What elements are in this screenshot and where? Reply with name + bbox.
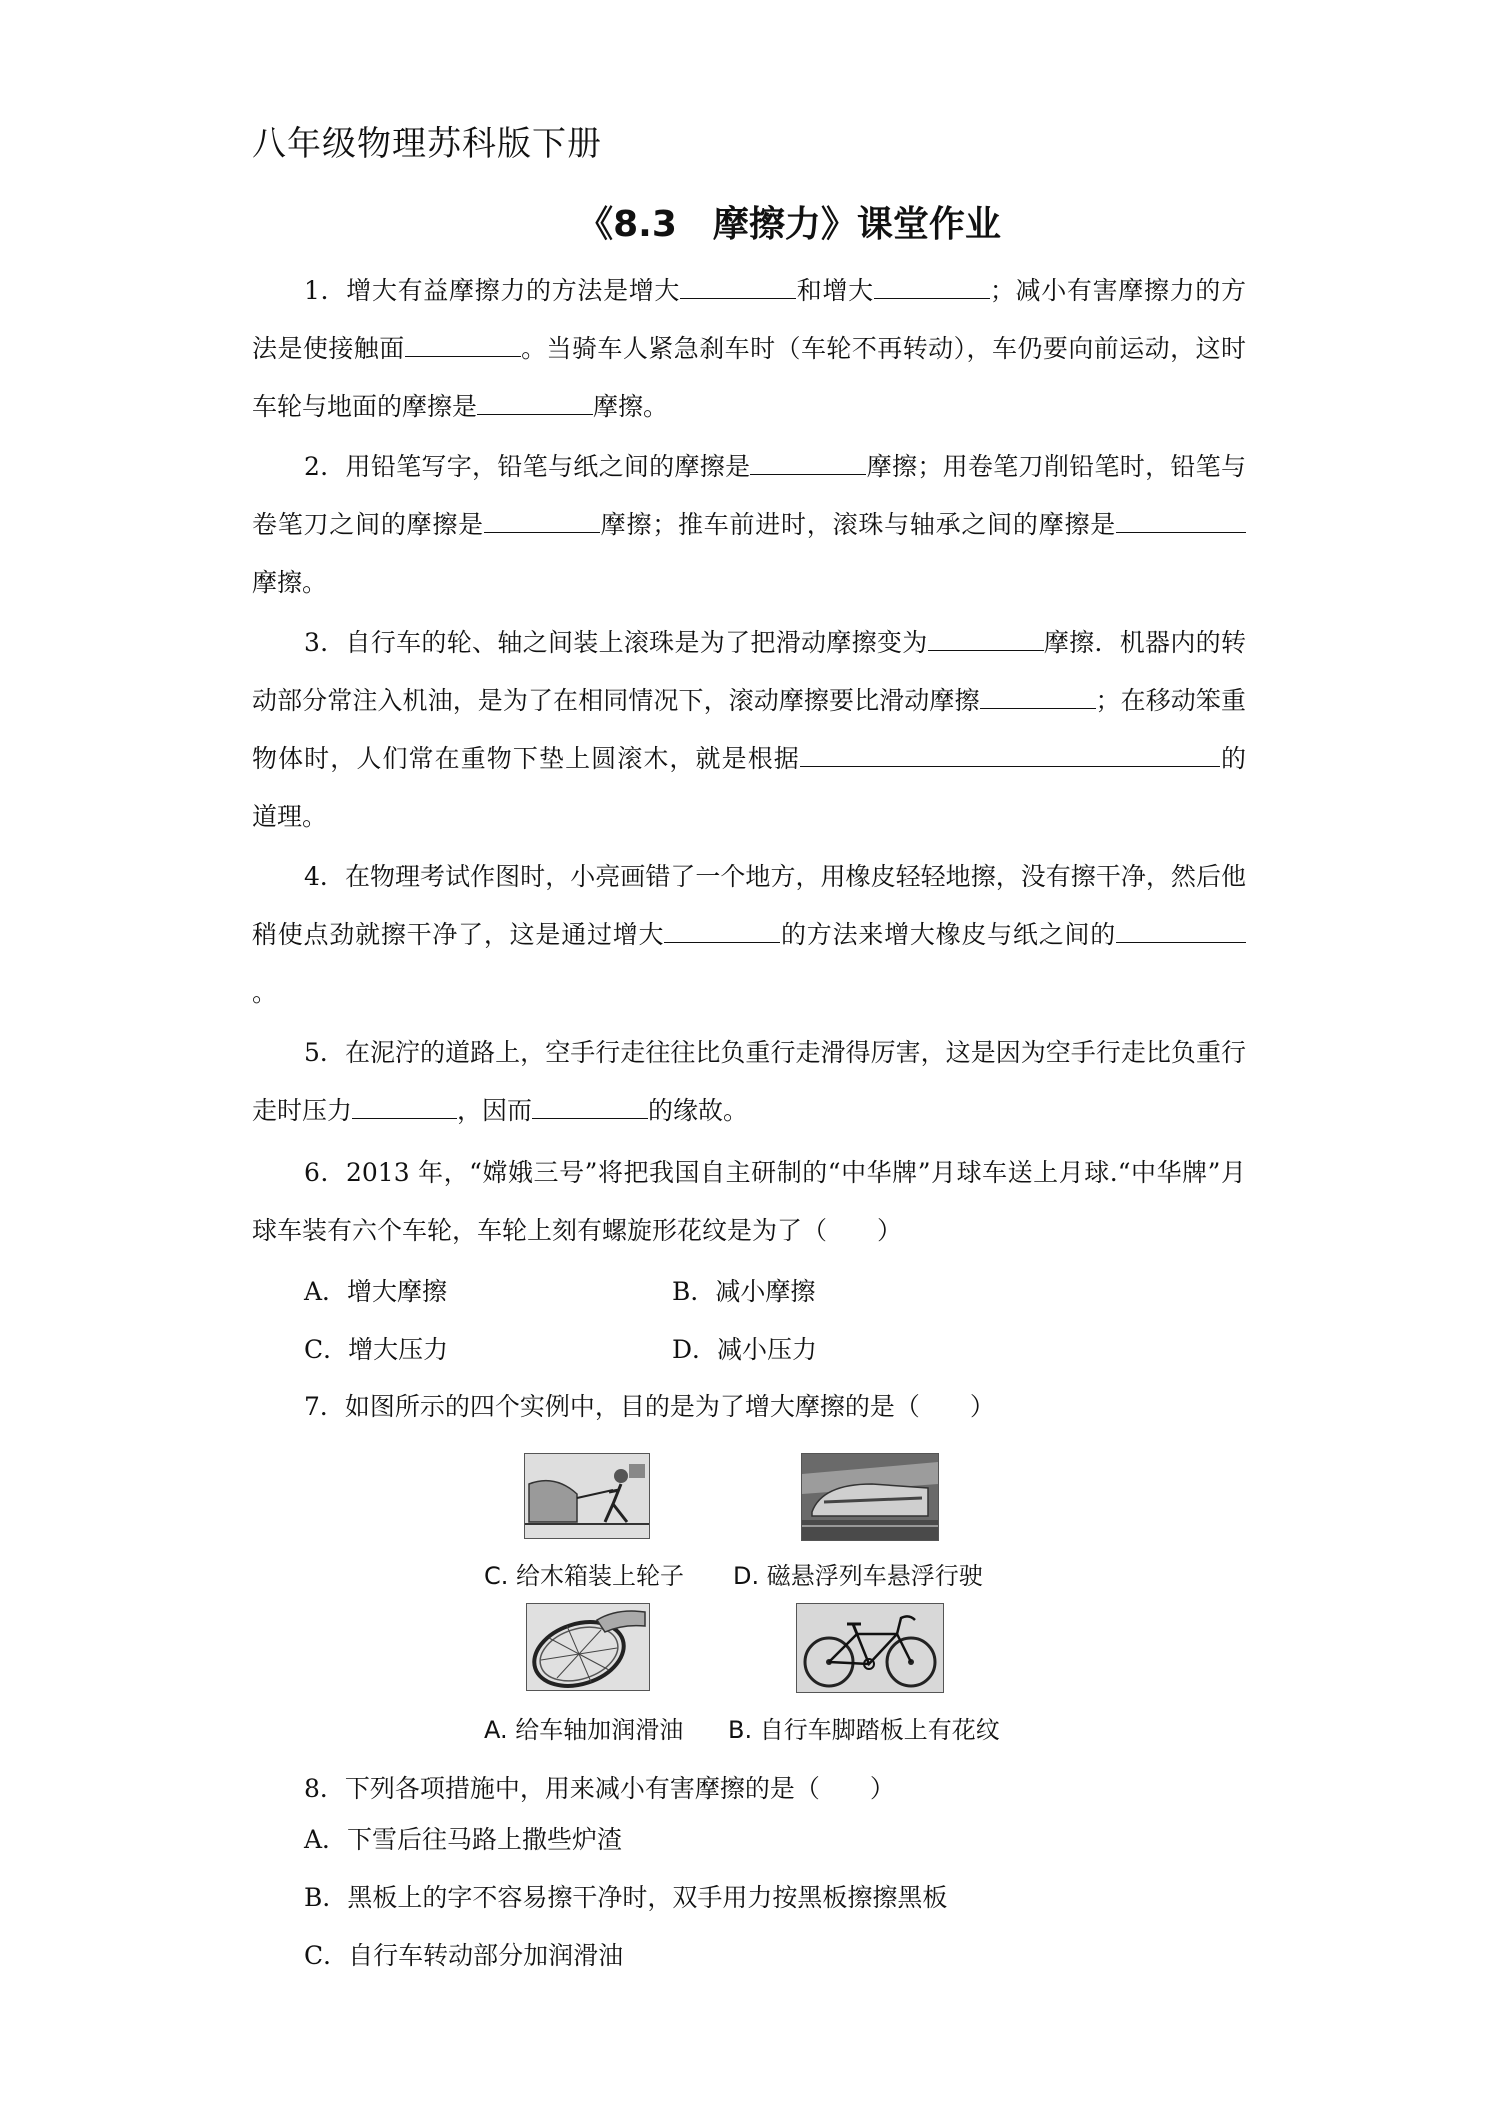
q4-blank-2[interactable] — [1116, 920, 1246, 943]
question-6 — [252, 1144, 1246, 1260]
figure-b-bicycle — [796, 1603, 944, 1693]
q6-option-c[interactable]: C．增大压力 — [304, 1335, 449, 1364]
question-8 — [252, 1760, 1246, 1818]
q2-blank-2[interactable] — [484, 510, 600, 533]
q2-blank-3[interactable] — [1116, 510, 1246, 533]
q2-text-2: 摩擦；用卷笔刀削铅笔时，铅笔与卷笔刀之间的摩擦是 — [252, 452, 1246, 539]
q6-options-row-2 — [304, 1330, 1040, 1370]
q1-text-1: 1．增大有益摩擦力的方法是增大 — [304, 276, 681, 305]
figure-b-caption: B. 自行车脚踏板上有花纹 — [728, 1716, 1000, 1744]
q7-stem: 7．如图所示的四个实例中，目的是为了增大摩擦的是（ ） — [304, 1392, 995, 1421]
figure-c-caption: C. 给木箱装上轮子 — [484, 1562, 685, 1590]
page-title: 《8.3 摩擦力》课堂作业 — [577, 204, 1001, 245]
figure-a-axle-oil — [526, 1603, 650, 1691]
q3-text-3: ；在移动笨重物体时，人们常在重物下垫上圆滚木，就是根据 — [252, 686, 1246, 773]
q3-text-4: 的道理。 — [252, 744, 1246, 831]
q4-text-3: 。 — [252, 978, 278, 1007]
question-7 — [252, 1378, 1246, 1436]
q5-blank-1[interactable] — [352, 1096, 457, 1119]
q5-text-2: ，因而 — [457, 1096, 533, 1125]
q1-blank-2[interactable] — [874, 276, 990, 299]
q8-option-b[interactable]: B．黑板上的字不容易擦干净时，双手用力按黑板擦擦黑板 — [304, 1883, 948, 1912]
q1-blank-1[interactable] — [680, 276, 796, 299]
q3-blank-1[interactable] — [928, 628, 1044, 651]
q4-blank-1[interactable] — [664, 920, 780, 943]
q2-text-1: 2．用铅笔写字，铅笔与纸之间的摩擦是 — [304, 452, 751, 481]
q6-option-d[interactable]: D．减小压力 — [672, 1335, 818, 1364]
q1-blank-4[interactable] — [477, 392, 593, 415]
q4-text-2: 的方法来增大橡皮与纸之间的 — [780, 920, 1116, 949]
q1-text-4: 。当骑车人紧急刹车时（车轮不再转动），车仍要向前运动，这时车轮与地面的摩擦是 — [252, 334, 1246, 421]
q2-text-4: 摩擦。 — [252, 568, 328, 597]
q3-text-2: 摩擦．机器内的转动部分常注入机油，是为了在相同情况下，滚动摩擦要比滑动摩擦 — [252, 628, 1246, 715]
figure-a-caption: A. 给车轴加润滑油 — [484, 1716, 684, 1744]
q1-text-5: 摩擦。 — [593, 392, 669, 421]
q8-option-c[interactable]: C．自行车转动部分加润滑油 — [304, 1941, 624, 1970]
q2-blank-1[interactable] — [750, 452, 866, 475]
question-4 — [252, 848, 1246, 1022]
question-1 — [252, 262, 1246, 436]
q1-blank-3[interactable] — [405, 334, 521, 357]
q6-options-row-1 — [304, 1272, 1040, 1312]
q3-blank-2[interactable] — [980, 686, 1096, 709]
question-3 — [252, 614, 1246, 846]
q6-option-a[interactable]: A．增大摩擦 — [304, 1277, 448, 1306]
question-2 — [252, 438, 1246, 612]
q8-stem: 8．下列各项措施中，用来减小有害摩擦的是（ ） — [304, 1774, 895, 1803]
q6-stem: 6．2013 年，“嫦娥三号”将把我国自主研制的“中华牌”月球车送上月球.“中华牌”月球车装有六个车轮，车轮上刻有螺旋形花纹是为了（ ） — [252, 1158, 1246, 1245]
figure-c-wooden-box — [524, 1453, 650, 1539]
q1-text-2: 和增大 — [796, 276, 874, 305]
q5-blank-2[interactable] — [532, 1096, 648, 1119]
q1-text-3: ；减小有害摩擦力的方法是使接触面 — [252, 276, 1246, 363]
q5-text-3: 的缘故。 — [648, 1096, 749, 1125]
q4-text-1: 4．在物理考试作图时，小亮画错了一个地方，用橡皮轻轻地擦，没有擦干净，然后他稍使点劲就擦干净了，这是通过增大 — [252, 862, 1246, 949]
q3-text-1: 3．自行车的轮、轴之间装上滚珠是为了把滑动摩擦变为 — [304, 628, 928, 657]
page-header: 八年级物理苏科版下册 — [252, 124, 602, 164]
q6-option-b[interactable]: B．减小摩擦 — [672, 1277, 816, 1306]
q5-text-1: 5．在泥泞的道路上，空手行走往往比负重行走滑得厉害，这是因为空手行走比负重行走时压力 — [252, 1038, 1246, 1125]
figure-d-maglev-train — [801, 1453, 939, 1541]
figure-d-caption: D. 磁悬浮列车悬浮行驶 — [733, 1562, 983, 1590]
question-5 — [252, 1024, 1246, 1140]
q2-text-3: 摩擦；推车前进时，滚珠与轴承之间的摩擦是 — [599, 510, 1116, 539]
q8-option-a[interactable]: A．下雪后往马路上撒些炉渣 — [304, 1825, 623, 1854]
q3-blank-3[interactable] — [800, 744, 1220, 767]
